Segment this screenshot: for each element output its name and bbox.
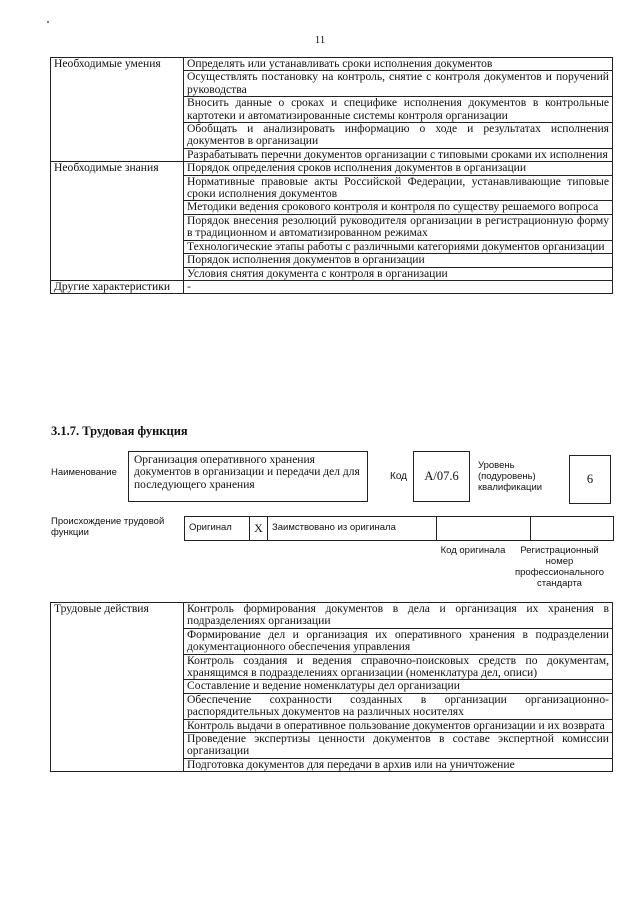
knowledge-item: Порядок определения сроков исполнения документов в организации <box>184 162 613 175</box>
work-action-item: Контроль формирования документов в дела и организация их хранения в подразделениях организации <box>184 603 613 629</box>
work-action-item: Формирование дел и организация их оперативного хранения в подразделении документационного обеспечения управления <box>184 628 613 654</box>
skill-item: Определять или устанавливать сроки исполнения документов <box>184 58 613 71</box>
knowledge-item: Методики ведения срокового контроля и контроля по существу решаемого вопроса <box>184 201 613 214</box>
table-row <box>51 280 613 293</box>
other-characteristics-label: Другие характеристики <box>51 280 184 293</box>
skills-label: Необходимые умения <box>51 58 184 162</box>
work-action-item: Составление и ведение номенклатуры дел организации <box>184 680 613 693</box>
origin-reg-number-caption: Регистрационный номер профессионального стандарта <box>515 545 604 589</box>
knowledge-item: Технологические этапы работы с различными категориями документов организации <box>184 240 613 253</box>
work-action-item: Контроль создания и ведения справочно-поисковых средств по документам, хранящимся в подразделениях организации (номенклатура дел, описи) <box>184 654 613 680</box>
scan-speck <box>47 21 49 23</box>
qualification-level-box: 6 <box>569 455 611 504</box>
page-number: 11 <box>314 34 326 46</box>
code-label: Код <box>390 471 408 482</box>
work-action-item: Обеспечение сохранности созданных в организации организационно-распорядительных документов на различных носителях <box>184 693 613 719</box>
skill-item: Осуществлять постановку на контроль, снятие с контроля документов и поручений руководства <box>184 71 613 97</box>
qualification-level-label: Уровень (подуровень) квалификации <box>478 460 543 493</box>
work-actions-table <box>50 602 613 772</box>
skill-item: Обобщать и анализировать информацию о ходе и результатах исполнения документов в организации <box>184 123 613 149</box>
knowledge-label: Необходимые знания <box>51 162 184 281</box>
section-heading: 3.1.7. Трудовая функция <box>51 424 188 438</box>
skill-item: Вносить данные о сроках и специфике исполнения документов в контрольные картотеки и автоматизированные системы контроля организации <box>184 97 613 123</box>
origin-table <box>184 516 614 541</box>
skills-knowledge-table <box>50 57 613 294</box>
knowledge-item: Нормативные правовые акты Российской Федерации, устанавливающие типовые сроки исполнения документов <box>184 175 613 201</box>
work-actions-label: Трудовые действия <box>51 603 184 772</box>
skill-item: Разрабатывать перечни документов организации с типовыми сроками их исполнения <box>184 148 613 161</box>
table-row <box>51 58 613 71</box>
knowledge-item: Порядок исполнения документов в организации <box>184 254 613 267</box>
knowledge-item: Условия снятия документа с контроля в организации <box>184 267 613 280</box>
origin-label: Происхождение трудовой функции <box>51 516 165 538</box>
code-value-box: А/07.6 <box>413 451 470 502</box>
work-action-item: Подготовка документов для передачи в архив или на уничтожение <box>184 758 613 771</box>
origin-mark-cell: X <box>250 517 268 541</box>
table-row <box>51 162 613 175</box>
origin-borrowed-cell: Заимствовано из оригинала <box>268 517 437 541</box>
table-row <box>51 603 613 629</box>
origin-reg-number-cell <box>531 517 614 541</box>
table-row <box>185 517 614 541</box>
function-name-box: Организация оперативного хранения документов в организации и передачи дел для последующего хранения <box>128 451 368 502</box>
other-characteristics-value: - <box>184 280 613 293</box>
knowledge-item: Порядок внесения резолюций руководителя организации в регистрационную форму в традиционном и автоматизированном режимах <box>184 214 613 240</box>
origin-original-cell: Оригинал <box>185 517 250 541</box>
origin-code-cell <box>437 517 531 541</box>
work-action-item: Контроль выдачи в оперативное пользование документов организации и их возврата <box>184 719 613 732</box>
name-label: Наименование <box>51 467 117 478</box>
work-action-item: Проведение экспертизы ценности документов в составе экспертной комиссии организации <box>184 733 613 759</box>
origin-code-caption: Код оригинала <box>440 545 506 556</box>
